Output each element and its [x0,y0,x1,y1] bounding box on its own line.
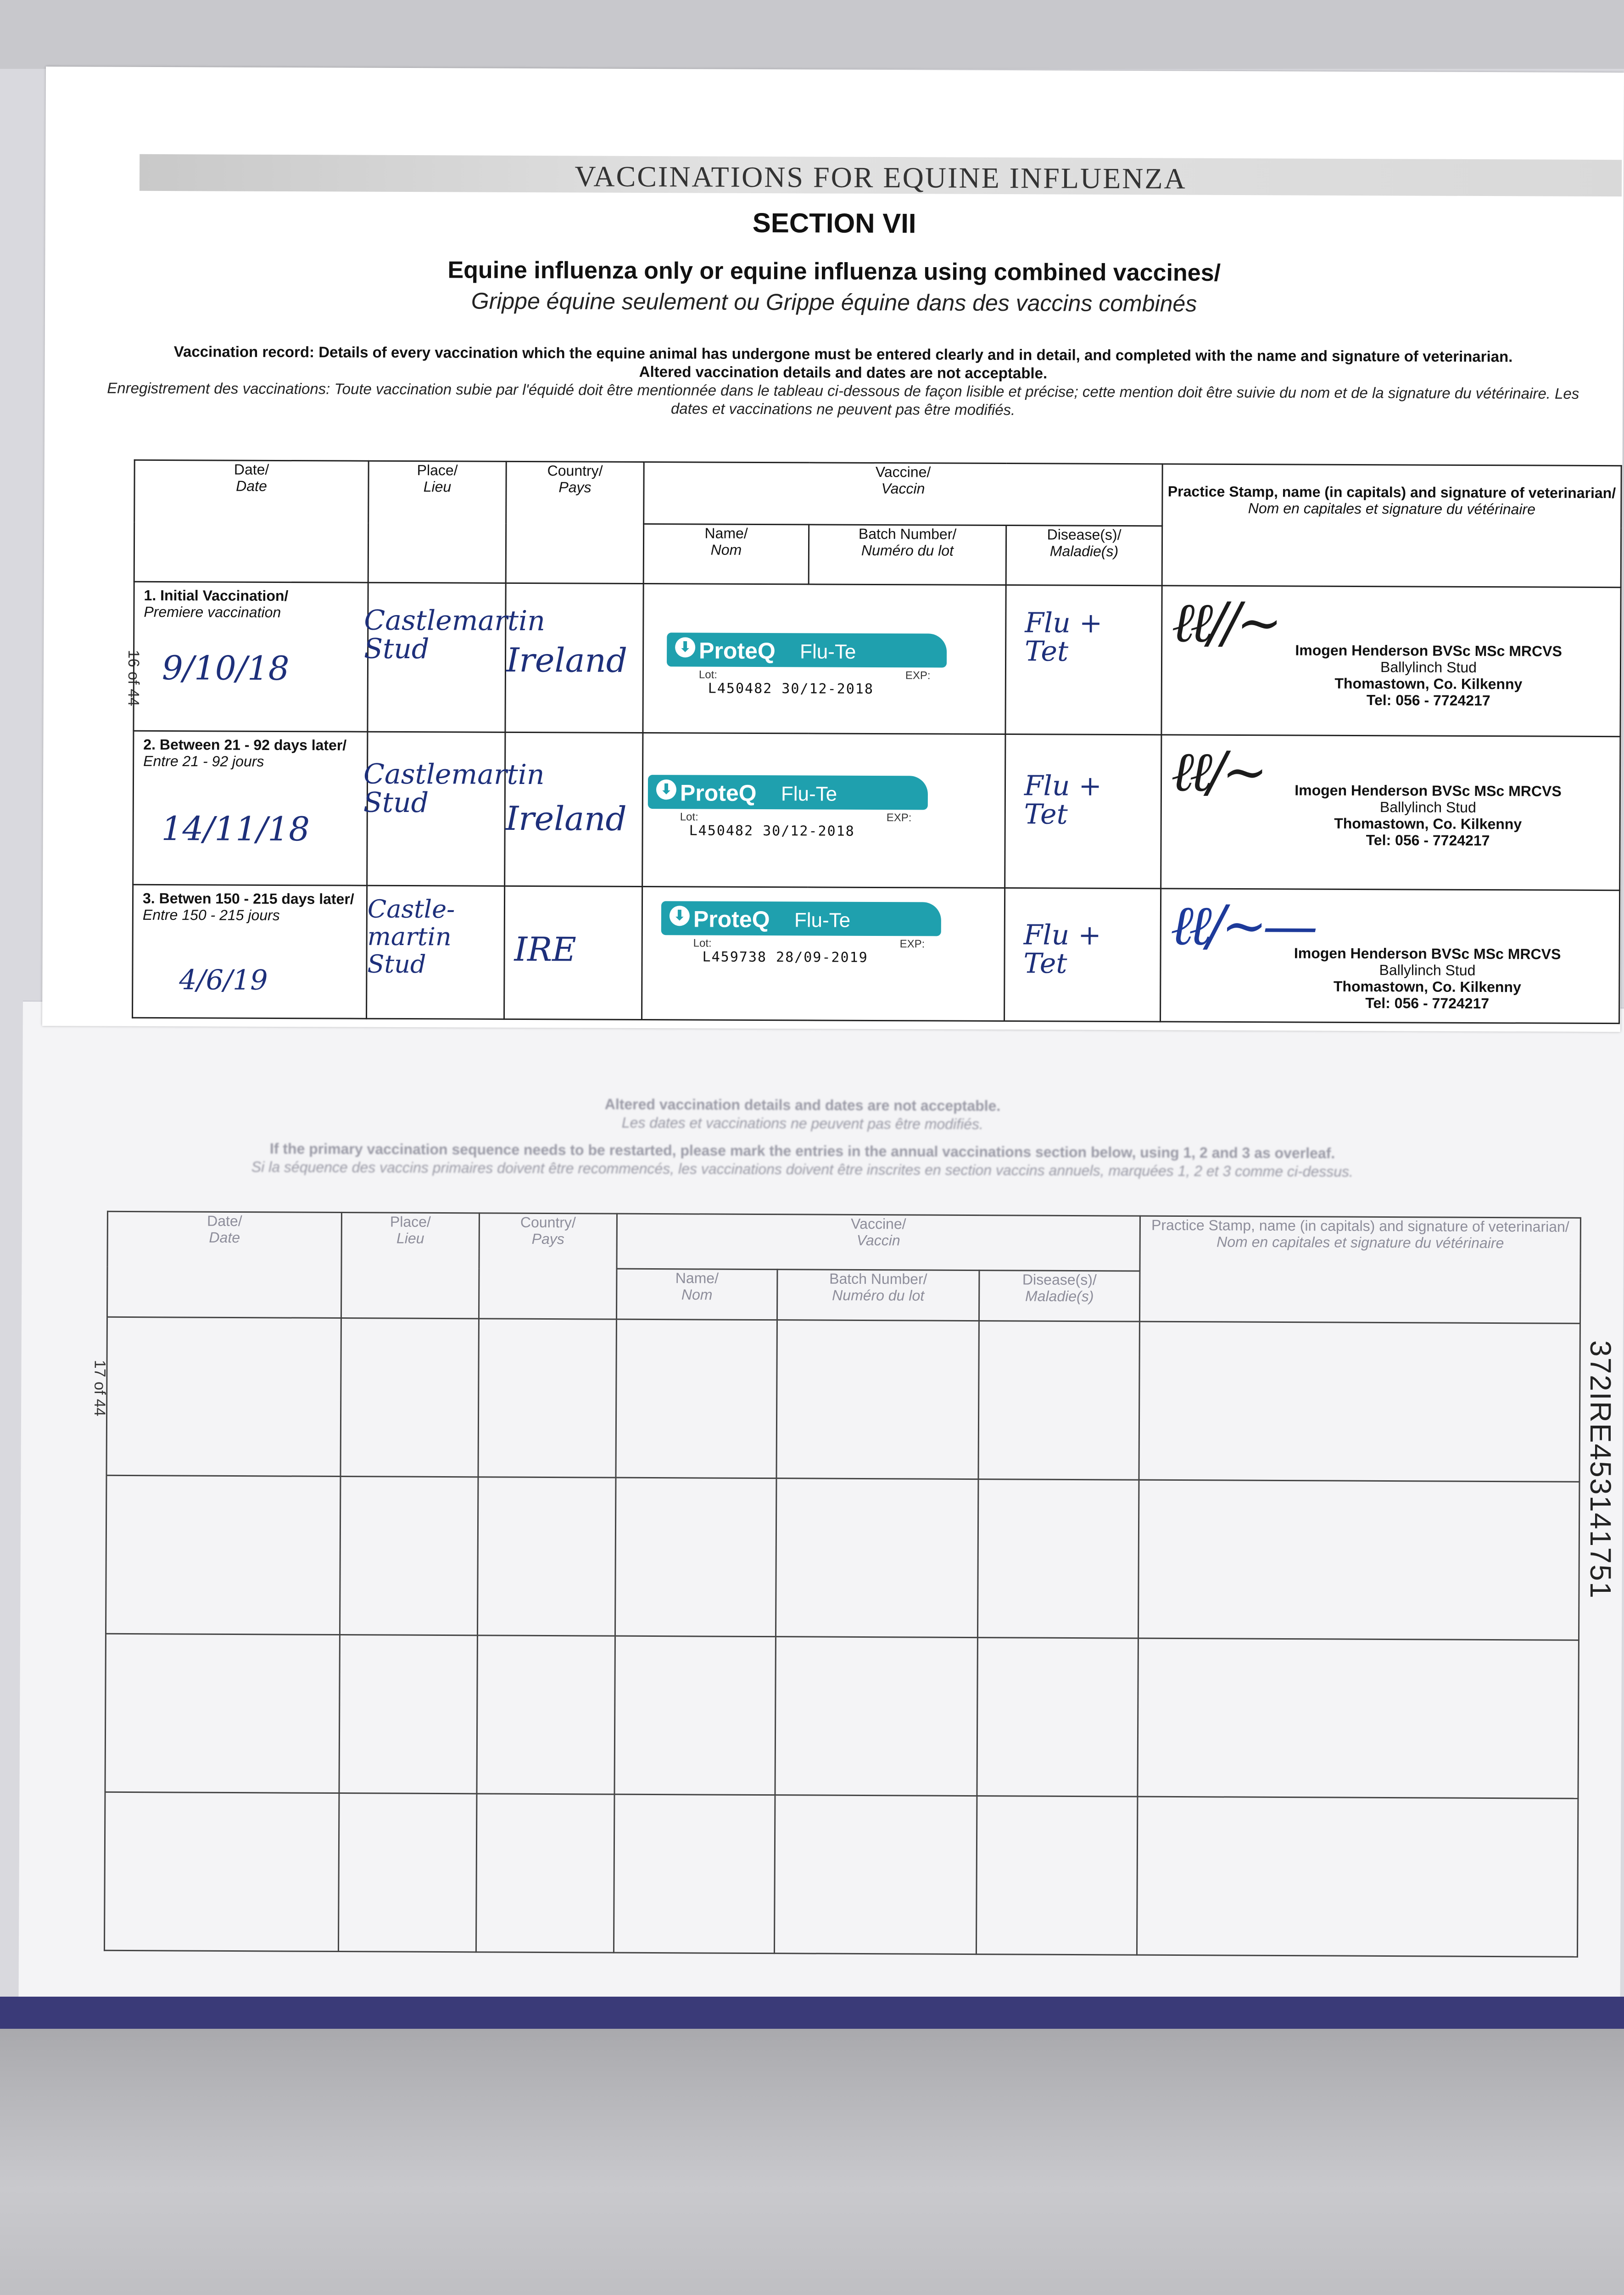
col-batch-number: Batch Number/ Numéro du lot [809,525,1006,585]
vaccine-product: Flu-Te [794,909,851,932]
vaccine-label [661,901,946,966]
disease-cell [1005,888,1161,1022]
place-value: Castlemartin Stud [363,604,546,666]
col-vaccine: Vaccine/ Vaccin [644,462,1163,526]
vet-signature: ℓℓ∕∼— [1170,894,1314,958]
vaccination-table [132,459,1622,1024]
table-row [133,884,1620,1023]
stamp-town: Thomastown, Co. Kilkenny [1333,978,1521,996]
batch-lot-number: L459738 28/09-2019 [702,949,868,966]
back-col-vaccine: Vaccine/ Vaccin [617,1214,1140,1271]
stamp-name: Imogen Henderson BVSc MSc MRCVS [1294,945,1561,963]
place-value: Castle-martin Stud [367,894,455,979]
col-diseases: Disease(s)/ Maladie(s) [1006,526,1162,586]
page-number-front: 16 of 44 [124,649,143,706]
place-cell [363,582,546,732]
vaccination-date: 14/11/18 [161,809,310,849]
date-cell [134,582,368,732]
disease-value: Flu + Tet [1023,919,1101,980]
lot-caption: Lot: [698,668,718,681]
exp-caption: EXP: [905,669,931,682]
arrow-icon: ⬇ [675,637,695,657]
scan-bed [0,2029,1624,2295]
stamp-tel: Tel: 056 - 7724217 [1366,832,1490,849]
intro-english-line-2: Altered vaccination details and dates are not acceptable. [639,363,1048,382]
col-practice-stamp: Practice Stamp, name (in capitals) and signature of veterinarian/ Nom en capitales et signature du vétérinaire [1162,464,1621,588]
back-table-row [104,1792,1578,1957]
batch-lot-number: L450482 30/12-2018 [708,680,874,697]
stamp-name: Imogen Henderson BVSc MSc MRCVS [1295,642,1562,660]
disease-cell [1005,734,1161,889]
stamp-place: Ballylinch Stud [1379,799,1476,816]
col-date: Date/ Date [134,460,368,582]
vaccine-brand: ProteQ [699,638,776,664]
col-place: Place/ Lieu [368,461,506,583]
vaccine-label-band [667,633,947,667]
stamp-tel: Tel: 056 - 7724217 [1366,692,1490,709]
practice-stamp [1268,642,1590,709]
back-table-row [106,1317,1580,1482]
vaccine-product: Flu-Te [800,640,856,663]
practice-stamp [1267,782,1589,849]
vaccine-name-batch-cell [642,733,1005,888]
back-line-2: Les dates et vaccinations ne peuvent pas être modifiés. [621,1114,983,1133]
arrow-icon: ⬇ [670,906,690,926]
back-line-1: Altered vaccination details and dates are not acceptable. [604,1096,1001,1114]
vet-signature: ℓℓ∕∼ [1171,740,1264,805]
heading-french: Grippe équine seulement ou Grippe équine dans des vaccins combinés [471,288,1197,317]
intro-french: Enregistrement des vaccinations: Toute vaccination subie par l'équidé doit être mentionnée dans le tableau ci-dessous de façon lisible et précise; cette mention doit être suivie du nom et de la signature du vétérinaire. Les dates et vaccinations ne peuvent pas être modifiés. [107,379,1579,419]
back-col-country: Country/ Pays [479,1213,617,1319]
place-cell [367,885,505,1019]
batch-lot-number: L450482 30/12-2018 [689,823,855,840]
back-line-3: If the primary vaccination sequence needs to be restarted, please mark the entries in the annual vaccinations section below, using 1, 2 and 3 as overleaf. [269,1140,1335,1162]
stamp-town: Thomastown, Co. Kilkenny [1334,815,1522,833]
scan-background [0,0,1624,69]
vaccine-label-band [648,775,928,810]
country-value: Ireland [505,799,627,838]
col-vaccine-name: Name/ Nom [643,524,809,584]
table-row [133,731,1620,890]
row-label: 2. Between 21 - 92 days later/ Entre 21 - 92 jours [143,736,347,770]
heading-english: Equine influenza only or equine influenza using combined vaccines/ [447,257,1221,286]
country-cell [504,886,642,1019]
country-value: IRE [514,929,577,969]
section-heading: SECTION VII [752,207,916,239]
intro-english-line-1: Vaccination record: Details of every vaccination which the equine animal has undergone must be entered clearly and in detail, and completed with the name and signature of veterinarian. [173,343,1513,365]
folder-edge [0,1997,1624,2029]
exp-caption: EXP: [899,938,925,951]
back-col-date: Date/ Date [107,1211,341,1318]
vaccine-product: Flu-Te [781,783,837,806]
back-col-disease: Disease(s)/ Maladie(s) [979,1271,1140,1322]
passport-code: 372IRE453141751 [1584,1340,1617,1599]
arrow-icon: ⬇ [656,779,676,800]
country-value: Ireland [506,640,628,680]
page-title: VACCINATIONS FOR EQUINE INFLUENZA [575,160,1187,195]
country-cell [505,732,643,886]
back-vaccination-table [104,1211,1581,1958]
vaccine-label [648,775,933,840]
date-cell [133,731,368,885]
table-row [134,582,1621,736]
vaccine-brand: ProteQ [680,780,757,806]
stamp-town: Thomastown, Co. Kilkenny [1334,675,1523,693]
date-cell [133,884,367,1019]
exp-caption: EXP: [886,812,912,824]
vaccination-date: 9/10/18 [162,648,290,688]
vaccine-brand: ProteQ [693,906,770,933]
back-table-row [105,1634,1579,1798]
lot-caption: Lot: [693,937,712,950]
page-number-back: 17 of 44 [91,1360,109,1416]
disease-value: Flu + Tet [1024,607,1103,668]
back-col-place: Place/ Lieu [341,1213,479,1319]
vaccine-name-batch-cell [642,887,1005,1021]
col-country: Country/ Pays [506,461,644,583]
back-line-4: Si la séquence des vaccins primaires doivent être recommencés, les vaccinations doivent être inscrites en section vaccins annuels, marquées 1, 2 et 3 comme ci-dessus. [251,1159,1354,1180]
back-col-stamp: Practice Stamp, name (in capitals) and signature of veterinarian/ Nom en capitales et signature du vétérinaire [1140,1216,1581,1323]
front-page [42,67,1624,1032]
vaccine-label [667,633,952,698]
stamp-cell [1161,586,1621,737]
disease-cell [1005,585,1162,735]
place-value: Castlemartin Stud [363,758,545,819]
stamp-cell [1161,889,1620,1024]
stamp-cell [1161,735,1620,890]
stamp-tel: Tel: 056 - 7724217 [1365,995,1490,1012]
stamp-place: Ballylinch Stud [1379,962,1476,979]
place-cell [363,732,545,886]
disease-value: Flu + Tet [1024,770,1102,831]
vet-signature: ℓℓ∕∕∼ [1172,591,1278,655]
lot-caption: Lot: [680,811,698,823]
vaccination-date: 4/6/19 [179,964,268,996]
back-page [18,1001,1624,2009]
intro-english [100,342,1586,384]
vaccine-label-band [661,901,941,936]
row-label: 1. Initial Vaccination/ Premiere vaccination [144,587,289,621]
row-label: 3. Betwen 150 - 215 days later/ Entre 150 - 215 jours [142,890,354,924]
stamp-name: Imogen Henderson BVSc MSc MRCVS [1295,782,1562,800]
back-col-batch: Batch Number/ Numéro du lot [777,1270,979,1321]
stamp-place: Ballylinch Stud [1380,659,1477,676]
practice-stamp [1267,945,1588,1012]
back-table-row [106,1475,1579,1640]
vaccine-name-batch-cell [643,584,1006,734]
back-col-name: Name/ Nom [616,1269,777,1320]
